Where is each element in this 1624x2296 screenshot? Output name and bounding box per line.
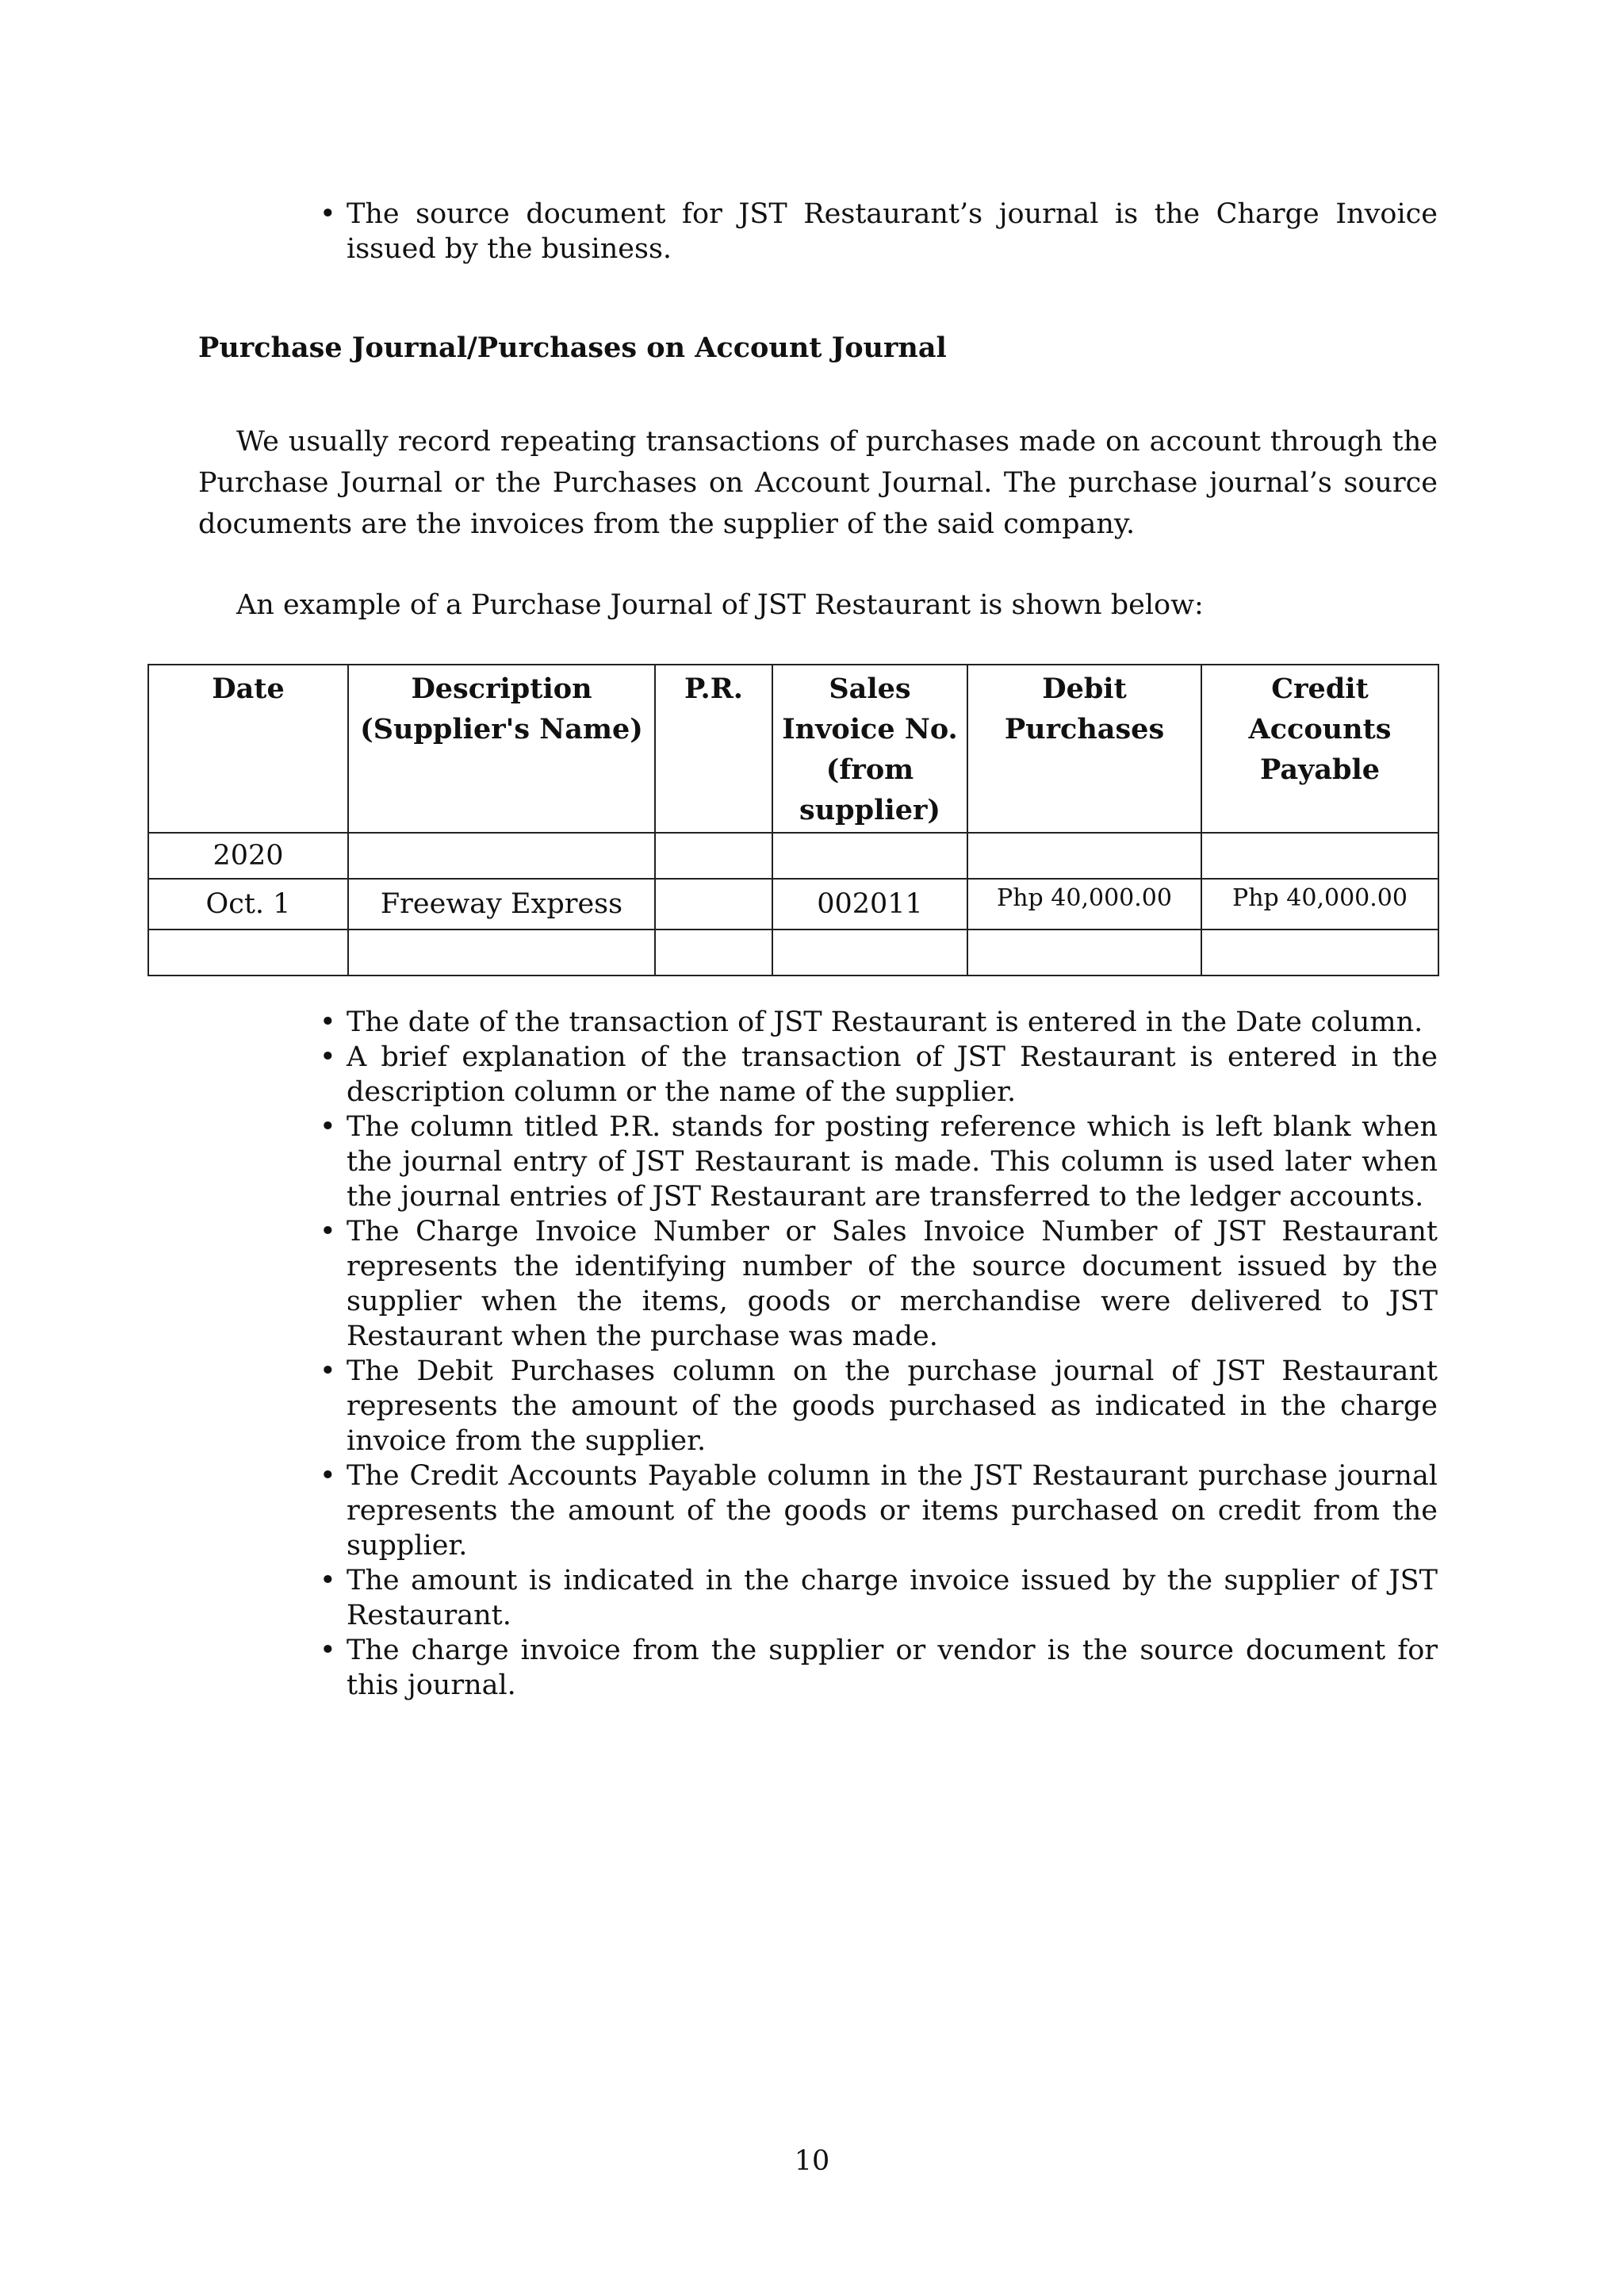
bullet-item	[320, 1354, 1438, 1458]
bullet-item	[320, 1110, 1438, 1214]
table-cell	[655, 833, 772, 879]
top-bullet-list	[320, 197, 1438, 266]
purchase-journal-table	[147, 664, 1439, 976]
table-cell	[148, 930, 348, 976]
bullet-item	[320, 1005, 1438, 1040]
bullet-icon: •	[320, 1460, 336, 1492]
bullet-icon: •	[320, 1216, 336, 1248]
bullet-icon: •	[320, 1635, 336, 1666]
table-row	[148, 879, 1438, 930]
table-row	[148, 930, 1438, 976]
table-cell: Oct. 1	[148, 879, 348, 930]
header-description: Description (Supplier's Name)	[348, 665, 655, 833]
bullet-text: The charge invoice from the supplier or vendor is the source document for this journal.	[347, 1635, 1438, 1701]
bullet-item	[320, 197, 1438, 266]
table-cell: 2020	[148, 833, 348, 879]
table-cell	[967, 930, 1201, 976]
bottom-bullet-list	[320, 1005, 1438, 1703]
table-cell	[655, 879, 772, 930]
bullet-text: The Credit Accounts Payable column in the JST Restaurant purchase journal represents the amount of the goods or items purchased on credit from the supplier.	[347, 1460, 1438, 1562]
header-date: Date	[148, 665, 348, 833]
section-heading: Purchase Journal/Purchases on Account Journal	[198, 332, 947, 364]
table-cell: 002011	[772, 879, 967, 930]
bullet-icon: •	[320, 1006, 336, 1038]
header-sales-invoice: Sales Invoice No. (from supplier)	[772, 665, 967, 833]
table-row	[148, 833, 1438, 879]
bullet-icon: •	[320, 1111, 336, 1143]
table-cell	[1201, 930, 1438, 976]
table-cell	[1201, 833, 1438, 879]
header-pr: P.R.	[655, 665, 772, 833]
bullet-text: The amount is indicated in the charge invoice issued by the supplier of JST Restaurant.	[347, 1565, 1438, 1631]
bullet-item	[320, 1214, 1438, 1354]
bullet-text: The Debit Purchases column on the purchase journal of JST Restaurant represents the amount of the goods purchased as indicated in the charge invoice from the supplier.	[347, 1355, 1438, 1457]
table-cell: Freeway Express	[348, 879, 655, 930]
bullet-item	[320, 1563, 1438, 1633]
bullet-icon: •	[320, 198, 336, 230]
header-credit-accounts-payable: Credit Accounts Payable	[1201, 665, 1438, 833]
bullet-text: The source document for JST Restaurant’s journal is the Charge Invoice issued by the business.	[347, 198, 1438, 265]
bullet-item	[320, 1633, 1438, 1703]
bullet-text: The column titled P.R. stands for posting reference which is left blank when the journal entry of JST Restaurant is made. This column is used later when the journal entries of JST Restaurant are transferred to the ledger accounts.	[347, 1111, 1438, 1213]
bullet-text: The Charge Invoice Number or Sales Invoice Number of JST Restaurant represents the identifying number of the source document issued by the supplier when the items, goods or merchandise were delivered to JST Restaurant when the purchase was made.	[347, 1216, 1438, 1352]
page-number: 10	[794, 2145, 830, 2177]
bullet-item	[320, 1458, 1438, 1563]
table-cell	[348, 833, 655, 879]
bullet-icon: •	[320, 1041, 336, 1073]
bullet-icon: •	[320, 1565, 336, 1596]
table-cell	[967, 833, 1201, 879]
table-cell: Php 40,000.00	[967, 879, 1201, 930]
example-paragraph: An example of a Purchase Journal of JST Restaurant is shown below:	[236, 589, 1204, 621]
bullet-item	[320, 1040, 1438, 1110]
table-cell	[348, 930, 655, 976]
table-header-row	[148, 665, 1438, 833]
table-cell	[655, 930, 772, 976]
table-cell	[772, 833, 967, 879]
bullet-text: A brief explanation of the transaction of JST Restaurant is entered in the description column or the name of the supplier.	[347, 1041, 1438, 1108]
table-cell	[772, 930, 967, 976]
intro-paragraph: We usually record repeating transactions of purchases made on account through the Purchase Journal or the Purchases on Account Journal. The purchase journal’s source documents are the invoices from the supplier of the said company.	[198, 426, 1438, 540]
bullet-text: The date of the transaction of JST Restaurant is entered in the Date column.	[347, 1006, 1423, 1038]
bullet-icon: •	[320, 1355, 336, 1387]
header-debit-purchases: Debit Purchases	[967, 665, 1201, 833]
table-cell: Php 40,000.00	[1201, 879, 1438, 930]
